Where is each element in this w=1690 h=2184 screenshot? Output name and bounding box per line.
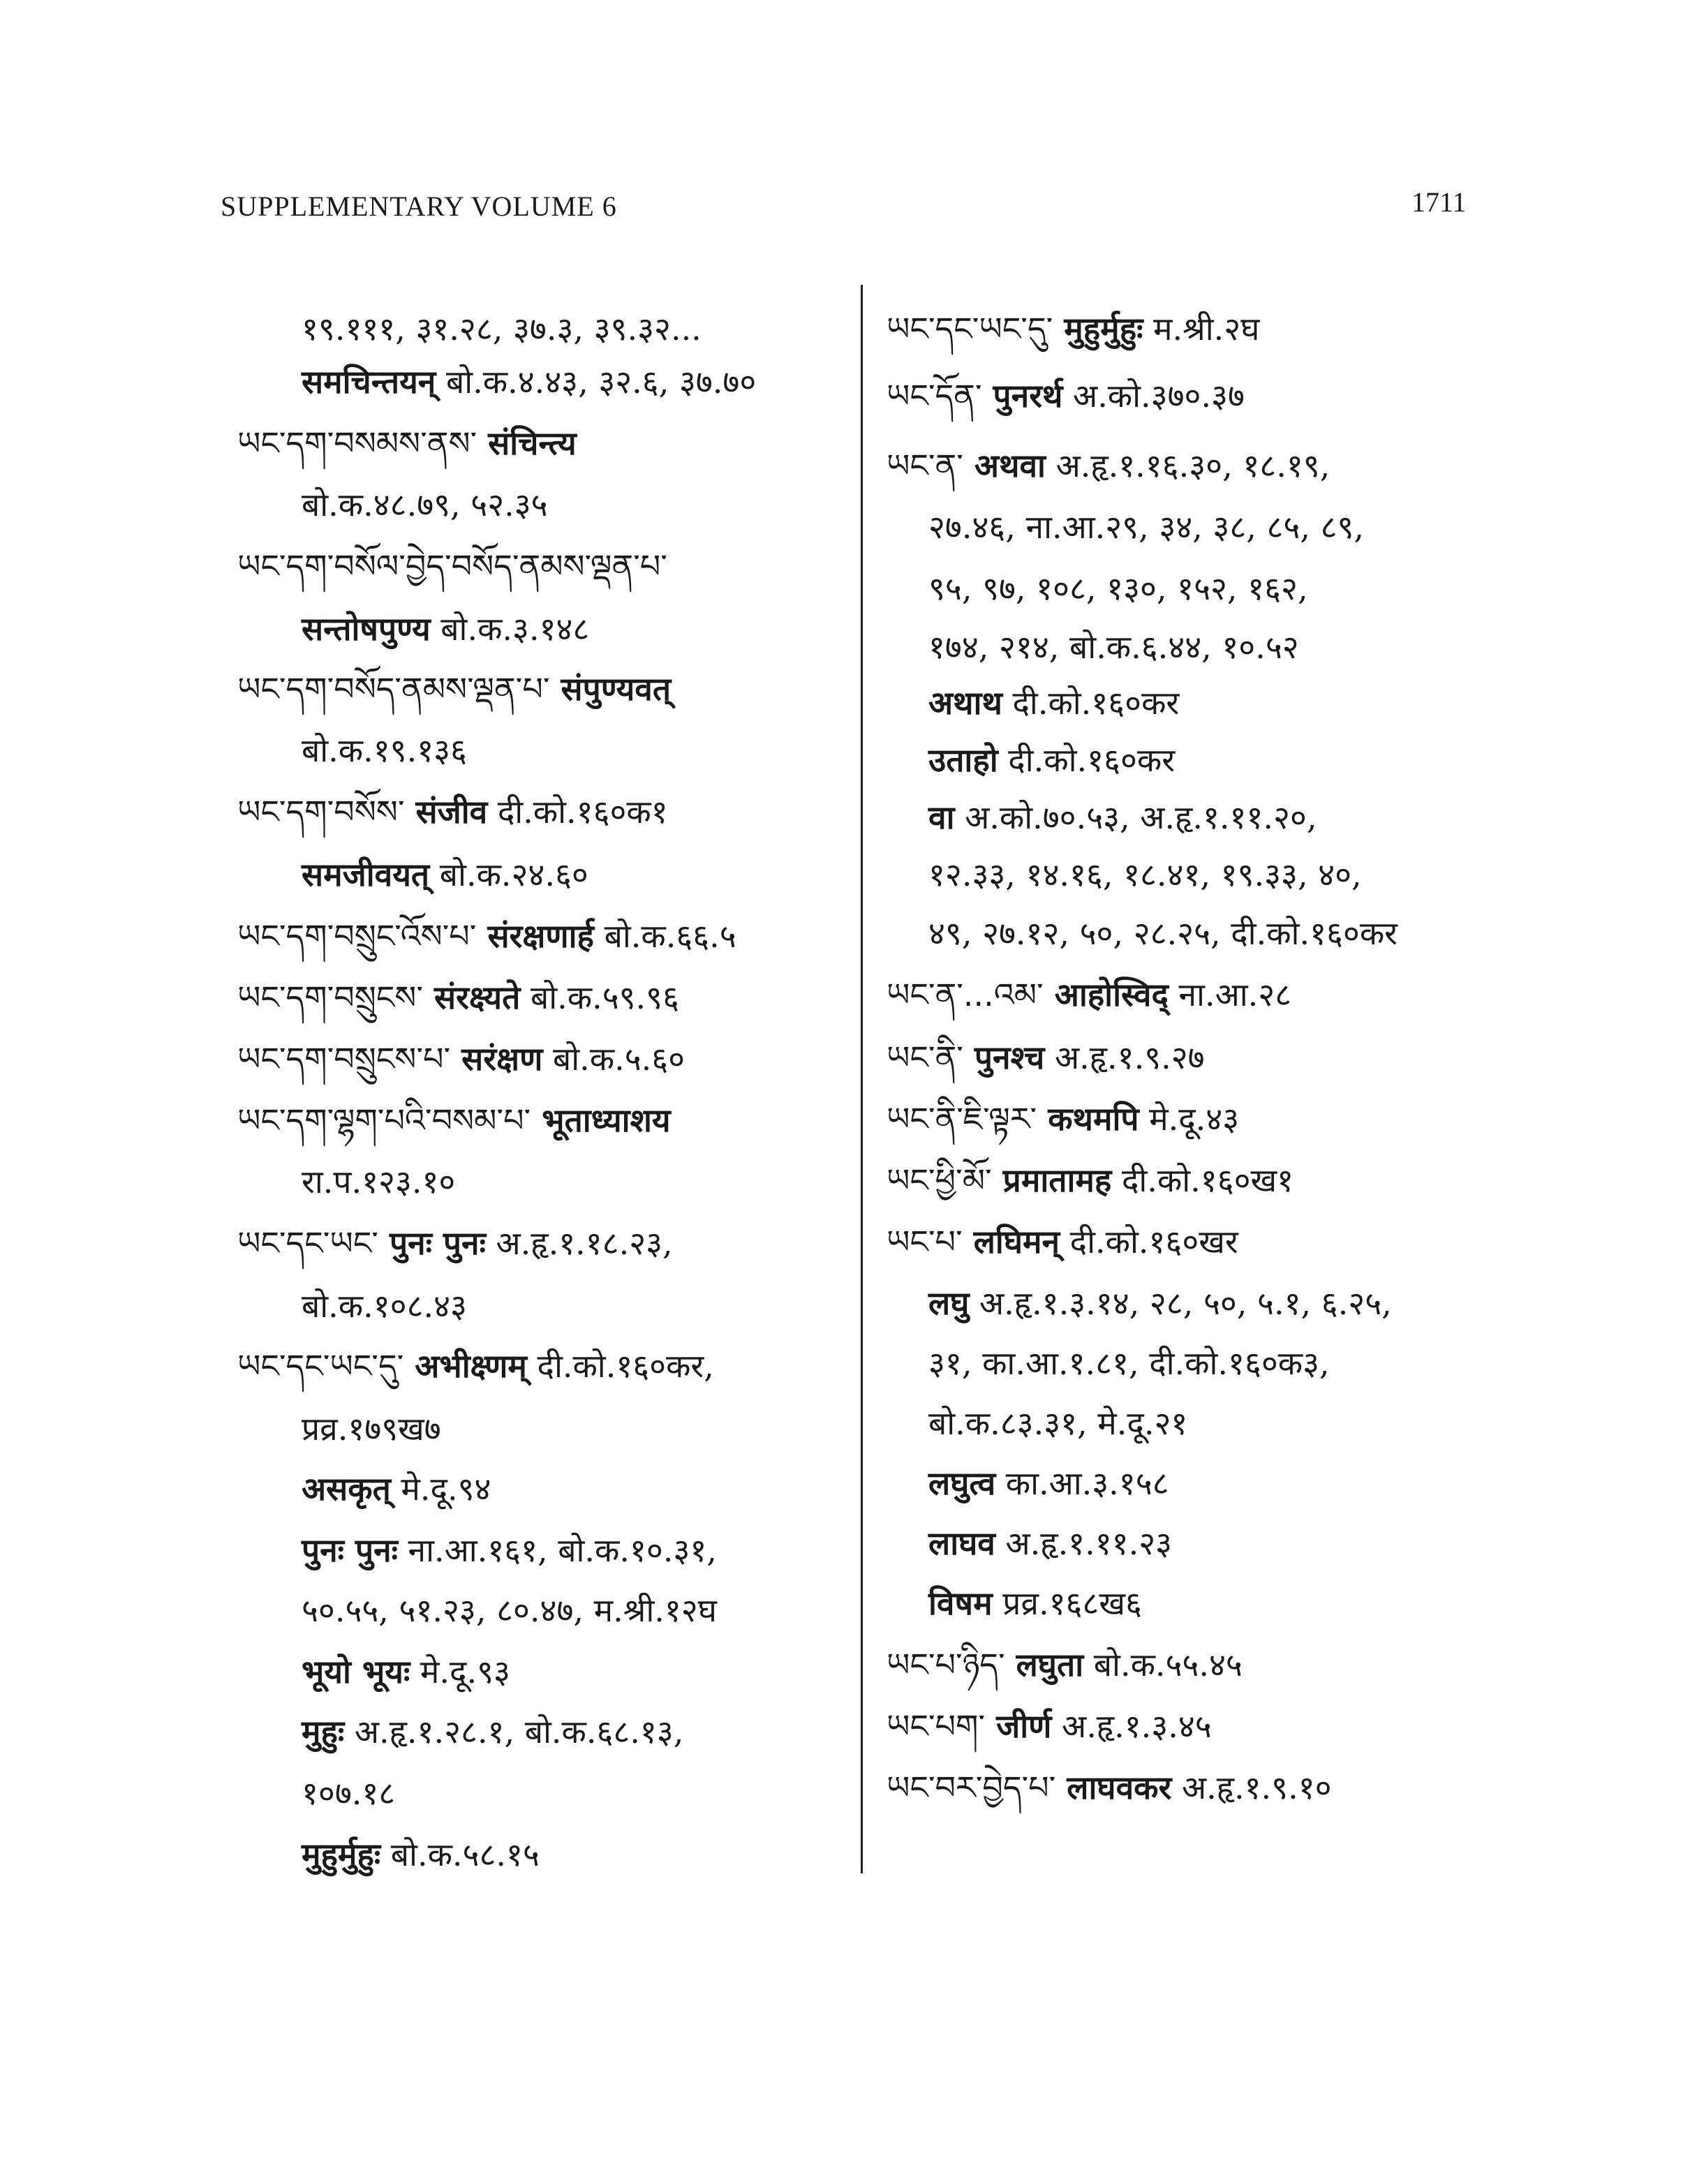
sanskrit-equivalent: अथाथ [928, 684, 1002, 722]
entry-line [302, 1710, 683, 1753]
sanskrit-equivalent: उताहो [928, 741, 998, 779]
sanskrit-equivalent: लाघवकर [1055, 1769, 1172, 1806]
reference-text: अ.हृ.१.९.१० [1171, 1769, 1332, 1806]
sanskrit-equivalent: समजीवयत् [302, 856, 430, 893]
entry-line [928, 1282, 1392, 1325]
reference-text: अ.हृ.१.१६.३०, १८.१९, [1045, 447, 1330, 484]
entry-line [887, 1643, 1243, 1686]
entry-line [302, 729, 467, 772]
sanskrit-equivalent: लघु [928, 1284, 970, 1322]
entry-line [302, 307, 702, 350]
reference-text: बो.क.२४.६० [429, 856, 588, 893]
reference-text: अ.हृ.१.३.१४, २८, ५०, ५.१, ६.२५, [969, 1284, 1392, 1322]
sanskrit-equivalent: सरंक्षण [450, 1040, 543, 1078]
entry-line [928, 505, 1364, 549]
sanskrit-equivalent: विषम [928, 1584, 993, 1622]
tibetan-headword: ཡང་དག་བསོལ་བྱེད་བསོད་ནམས་ལྡན་པ་ [237, 547, 667, 585]
reference-text: म.श्री.२घ [1143, 310, 1260, 348]
tibetan-headword: ཡང་ནི་ཇི་ལྟར་ [887, 1100, 1037, 1138]
reference-text: मे.दू.९४ [390, 1470, 491, 1508]
entry-line [302, 1160, 455, 1203]
reference-text: बो.क.५.६० [542, 1040, 685, 1078]
sanskrit-equivalent: असकृत् [302, 1470, 391, 1508]
tibetan-headword: ཡང་དག་བསོད་ནམས་ལྡན་པ་ [237, 670, 550, 708]
entry-line [302, 1833, 540, 1876]
entry-line [928, 853, 1362, 896]
reference-text: दी.को.१६०कर [998, 741, 1176, 779]
tibetan-headword: ཡང་དག་བསྲུངས་ [237, 979, 424, 1016]
reference-text: अ.को.७०.५३, अ.हृ.१.११.२०, [954, 798, 1317, 836]
tibetan-headword: ཡང་པག་ [887, 1707, 986, 1745]
entry-line [887, 973, 1291, 1016]
sanskrit-equivalent: सन्तोषपुण्य [302, 610, 431, 648]
reference-text: दी.को.१६०क१ [487, 793, 668, 831]
entry-line [302, 1589, 717, 1632]
tibetan-headword: ཡང་དང་ཡང་ [237, 1224, 378, 1262]
entry-line [928, 796, 1317, 839]
reference-text: ना.आ.१६१, बो.क.१०.३१, [397, 1531, 717, 1569]
sanskrit-equivalent: भूताध्याशय [531, 1101, 671, 1139]
reference-text: बो.क.३.१४८ [430, 610, 590, 648]
reference-text: ५०.५५, ५१.२३, ८०.४७, म.श्री.१२घ [302, 1591, 717, 1629]
entry-line [928, 738, 1175, 782]
sanskrit-equivalent: पुनरर्थ [981, 377, 1063, 415]
sanskrit-equivalent: मुहुर्मुहुः [302, 1836, 381, 1873]
tibetan-headword: ཡང་དོན་ [887, 377, 982, 415]
sanskrit-equivalent: भूयो भूयः [302, 1653, 410, 1691]
reference-text: बो.क.८३.३१, मे.दू.२१ [928, 1404, 1188, 1442]
sanskrit-equivalent: पुनः पुनः [302, 1531, 398, 1569]
sanskrit-equivalent: लघिमन् [962, 1223, 1060, 1261]
sanskrit-equivalent: आहोस्विद् [1043, 976, 1169, 1013]
reference-text: मे.दू.९३ [410, 1653, 510, 1691]
entry-line [887, 444, 1330, 487]
sanskrit-equivalent: लघुता [1005, 1646, 1084, 1684]
sanskrit-equivalent: लघुत्व [928, 1464, 996, 1502]
sanskrit-equivalent: पुनश्च [963, 1039, 1045, 1076]
entry-line [237, 790, 668, 833]
reference-text: अ.हृ.१.१८.२३, [485, 1224, 673, 1262]
entry-line [887, 1220, 1238, 1263]
reference-text: बो.क.१९.१३६ [302, 731, 467, 769]
reference-text: बो.क.४८.७९, ५२.३५ [302, 486, 548, 523]
reference-text: १९.१११, ३१.२८, ३७.३, ३९.३२... [302, 310, 702, 348]
sanskrit-equivalent: मुहुर्मुहुः [1053, 310, 1143, 348]
reference-text: दी.को.१६०कर, [526, 1347, 714, 1385]
sanskrit-equivalent: संचिन्त्य [477, 424, 577, 462]
entry-line [302, 607, 589, 651]
reference-text: रा.प.१२३.१० [302, 1163, 456, 1201]
entry-line [928, 912, 1398, 955]
tibetan-headword: ཡང་དག་ལྷག་པའི་བསམ་པ་ [237, 1101, 531, 1139]
entry-line [928, 1582, 1142, 1625]
entry-line [302, 1407, 441, 1450]
tibetan-headword: ཡང་ཕྱི་མོ་ [887, 1161, 992, 1199]
tibetan-headword: ཡང་དང་ཡང་དུ་ [887, 310, 1053, 348]
entry-line [928, 1342, 1330, 1385]
reference-text: २७.४६, ना.आ.२९, ३४, ३८, ८५, ८९, [928, 508, 1365, 546]
reference-text: ९५, ९७, १०८, १३०, १५२, १६२, [928, 570, 1308, 607]
reference-text: दी.को.१६०खर [1060, 1223, 1238, 1261]
sanskrit-equivalent: संरक्षणार्ह [476, 917, 594, 955]
running-header: SUPPLEMENTARY VOLUME 6 [221, 191, 617, 222]
entry-line [302, 1284, 467, 1328]
entry-line [237, 667, 671, 711]
tibetan-headword: ཡང་དང་ཡང་དུ་ [237, 1347, 404, 1385]
entry-line [887, 1097, 1239, 1141]
reference-text: बो.क.६६.५ [593, 917, 736, 955]
entry-line [887, 1766, 1332, 1809]
sanskrit-equivalent: संजीव [404, 793, 488, 831]
page-number: 1711 [1411, 186, 1467, 218]
reference-text: मे.दू.४३ [1139, 1100, 1240, 1138]
entry-line [302, 1650, 510, 1693]
entry-line [928, 625, 1299, 669]
entry-line [302, 483, 548, 526]
column-divider [861, 285, 863, 1873]
tibetan-headword: ཡང་ན་...འམ་ [887, 976, 1044, 1013]
reference-text: बो.क.५९.९६ [520, 979, 680, 1016]
entry-line [928, 567, 1308, 610]
entry-line [237, 544, 667, 588]
reference-text: अ.हृ.१.९.२७ [1044, 1039, 1205, 1076]
reference-text: बो.क.५५.४५ [1083, 1646, 1243, 1684]
reference-text: ना.आ.२८ [1168, 976, 1292, 1013]
tibetan-headword: ཡང་པ་ [887, 1223, 963, 1261]
entry-line [887, 374, 1245, 417]
entry-line [302, 360, 756, 403]
tibetan-headword: ཡང་ན་ [887, 447, 963, 484]
entry-line [237, 422, 577, 465]
entry-line [887, 1036, 1205, 1079]
entry-line [302, 853, 588, 896]
sanskrit-equivalent: प्रमातामह [991, 1161, 1112, 1199]
sanskrit-equivalent: वा [928, 798, 955, 836]
entry-line [237, 976, 679, 1019]
tibetan-headword: ཡང་དག་བསོས་ [237, 793, 405, 831]
tibetan-headword: ཡང་པ་ཉིད་ [887, 1646, 1005, 1684]
entry-line [237, 914, 736, 958]
reference-text: बो.क.१०८.४३ [302, 1287, 467, 1325]
reference-text: दी.को.१६०ख१ [1111, 1161, 1294, 1199]
tibetan-headword: ཡང་དག་བསམས་ནས་ [237, 424, 477, 462]
reference-text: अ.हृ.१.११.२३ [995, 1524, 1173, 1562]
reference-text: बो.क.४.४३, ३२.६, ३७.७० [436, 363, 757, 401]
sanskrit-equivalent: जीर्ण [985, 1707, 1052, 1745]
reference-text: बो.क.५८.१५ [380, 1836, 540, 1873]
reference-text: १२.३३, १४.१६, १८.४१, १९.३३, ४०, [928, 856, 1362, 893]
tibetan-headword: ཡང་བར་བྱེད་པ་ [887, 1769, 1056, 1806]
entry-line [302, 1467, 491, 1510]
reference-text: ४९, २७.१२, ५०, २८.२५, दी.को.१६०कर [928, 914, 1398, 952]
reference-text: अ.को.३७०.३७ [1062, 377, 1245, 415]
tibetan-headword: ཡང་དག་བསྲུང་འོས་པ་ [237, 917, 477, 955]
entry-line [887, 1704, 1212, 1748]
entry-line [928, 1522, 1172, 1565]
sanskrit-equivalent: अथवा [963, 447, 1046, 484]
reference-text: अ.हृ.१.२८.१, बो.क.६८.१३, [344, 1713, 684, 1751]
reference-text: का.आ.३.१५८ [995, 1464, 1169, 1502]
entry-line [302, 1771, 395, 1815]
sanskrit-equivalent: समचिन्तयन् [302, 363, 436, 401]
reference-text: प्रव्र.१७९ख७ [302, 1410, 441, 1448]
reference-text: अ.हृ.१.३.४५ [1051, 1707, 1212, 1745]
entry-line [928, 1462, 1169, 1505]
entry-line [237, 1037, 685, 1080]
sanskrit-equivalent: संपुण्यवत् [549, 670, 672, 708]
reference-text: १०७.१८ [302, 1774, 396, 1812]
sanskrit-equivalent: मुहुः [302, 1713, 345, 1751]
entry-line [887, 1159, 1294, 1202]
entry-line [237, 1344, 714, 1388]
sanskrit-equivalent: कथमपि [1037, 1100, 1139, 1138]
reference-text: १७४, २१४, बो.क.६.४४, १०.५२ [928, 628, 1299, 666]
tibetan-headword: ཡང་ནི་ [887, 1039, 963, 1076]
tibetan-headword: ཡང་དག་བསྲུངས་པ་ [237, 1040, 451, 1078]
reference-text: प्रव्र.१६८ख६ [992, 1584, 1142, 1622]
sanskrit-equivalent: पुनः पुनः [378, 1224, 486, 1262]
entry-line [237, 1099, 671, 1142]
sanskrit-equivalent: लाघव [928, 1524, 995, 1562]
entry-line [928, 1402, 1187, 1445]
entry-line [302, 1529, 717, 1572]
sanskrit-equivalent: अभीक्ष्णम् [403, 1347, 527, 1385]
entry-line [887, 307, 1259, 350]
reference-text: दी.को.१६०कर [1002, 684, 1180, 722]
entry-line [928, 681, 1179, 725]
sanskrit-equivalent: संरक्ष्यते [423, 979, 521, 1016]
entry-line [237, 1221, 673, 1265]
reference-text: ३१, का.आ.१.८१, दी.को.१६०क३, [928, 1344, 1330, 1382]
